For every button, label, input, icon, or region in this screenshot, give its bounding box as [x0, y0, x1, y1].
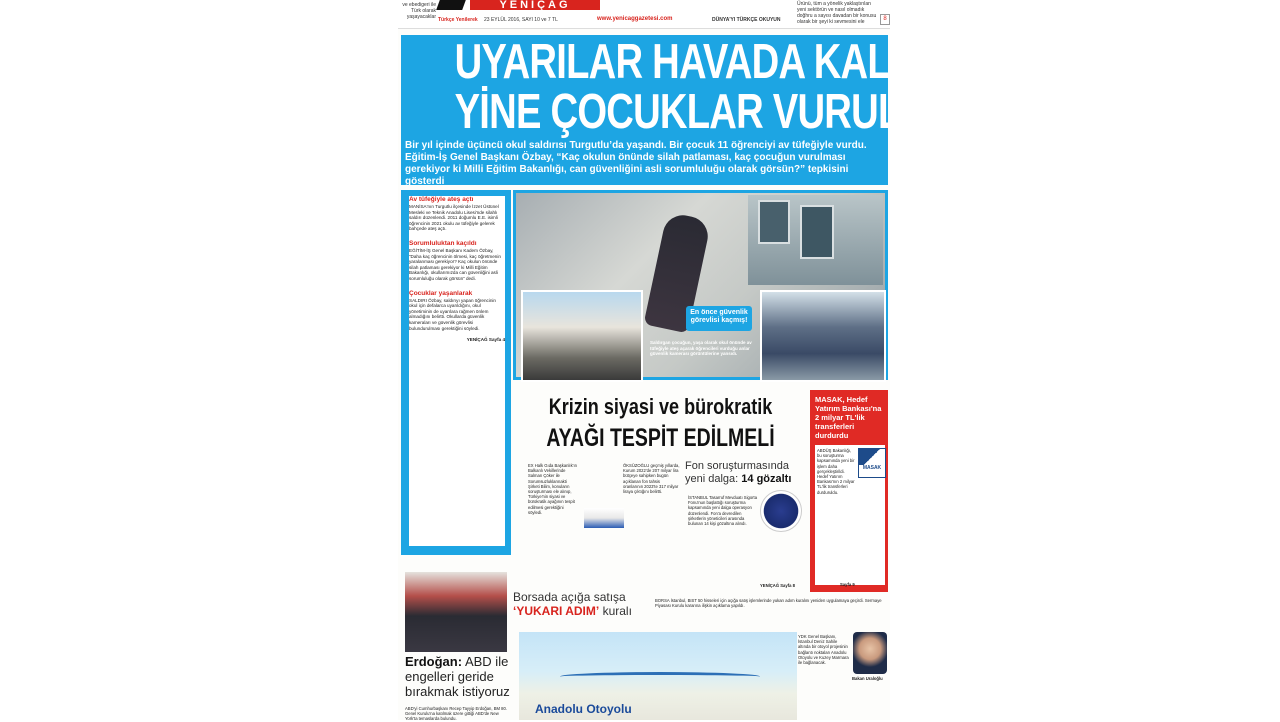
turkish-flag-image	[584, 508, 624, 528]
photo-inset-crowd	[521, 290, 643, 382]
main-lede: Bir yıl içinde üçüncü okul saldırısı Turgutlu’da yaşandı. Bir çocuk 11 öğrenciyi av tüfeğiyle vurdu. Eğitim-İş Genel Başkanı Özbay, “Kaç okulun önünde silah patlaması, kaç çocuğun vurulması gerekiyor ki Milli Eğitim Bakanlığı, can güvenliğini asli sorumluluğu olarak görsün?” tepkisini gösterdi	[405, 140, 867, 187]
borsa-red: ‘YUKARI ADIM’	[513, 604, 600, 618]
portrait-caption: Bakan Uraloğlu	[852, 676, 883, 681]
masak-logo-text: MASAK	[862, 465, 882, 471]
masak-logo	[858, 448, 886, 478]
main-headline-line1: UYARILAR HAVADA KALDI	[454, 35, 927, 89]
masak-body: ABDÜŞ Bakanlığı, bu soruşturma kapsamında yeni bir işlem daha gerçekleştirildi. Hedef Yatırım Bankası'nın 2 milyar TL'lik transferleri durduruldu.	[817, 448, 855, 495]
erdogan-headline	[405, 654, 510, 699]
masthead-date: 23 EYLÜL 2016, SAYI 10 ve 7 TL	[484, 17, 558, 23]
masthead-slogan: Türkçe Yenilerek	[438, 17, 478, 23]
second-headline-line1: Krizin siyasi ve bürokratik	[548, 394, 773, 419]
newspaper-logo: YENİÇAĞ	[470, 0, 600, 10]
left-body-1: MANİSA'nın Turgutlu ilçesinde İzzet Üstünel Mesleki ve Teknik Anadolu Lisesi'nde silahlı saldırı düzenlendi. 2011 doğumlu E.E. isimli öğrencinin 2021 okulu av tüfeğiyle gelerek bahçede ateş açtı.	[409, 204, 499, 232]
borsa-body: BORSA İstanbul, BIST 50 hisseleri için açığa satış işlemlerinde yukarı adım kuralını yeniden uygulamaya geçirdi. Sermaye Piyasası Kurulu kararına ilişkin açıklama yapıldı.	[655, 598, 882, 609]
masak-continue: Sayfa 9	[840, 582, 855, 587]
left-column	[409, 196, 505, 546]
second-story-col1: EX Halk Gıda Başkanlık'ın Balkanlı Vekillerinde Salman Çöker ile Sorumsuzluklarınakti Şirketi Bilim, konuların soruşturması ele alınıp, Türkiye'nin siyasi ve bürokratik ayağının tespit edilmesi gerektiğini söyledi.	[528, 463, 577, 515]
second-story-col2: ÖKSÜZOĞLU geçmiş yıllarda, Kurum 2022'de 207 milyar lira bütçeye sahipken bugün açıklanan fon tahsis oranlarının 2023'te 317 milyar liraya çıktığını belirtti.	[623, 463, 680, 495]
minister-portrait	[853, 632, 887, 674]
left-subhead-2: Sorumluluktan kaçıldı	[409, 239, 477, 247]
photo-bubble: En önce güvenlik görevlisi kaçmış!	[686, 306, 752, 331]
photo-inset-students	[760, 290, 886, 382]
fon-body: İSTANBUL Tasarruf Mevduatı Sigorta Fonu'nun başlattığı soruşturma kapsamında yeni dalga operasyon düzenlendi. Fon'a devredilen şirketlerin yöneticileri arasında bulunan 14 kişi gözaltına alındı.	[688, 495, 758, 527]
masthead-url: www.yenicaggazetesi.com	[597, 16, 673, 22]
left-continue: YENİÇAĞ Sayfa 4	[466, 337, 505, 343]
left-body-2: EĞİTİM-İŞ Genel Başkanı Kadem Özbay, “Daha kaç öğrencinin ölmesi, kaç öğretmenin yaralanması gerekiyor? Kaç okulun önünde silah patlaması gerekiyor ki Milli Eğitim Bakanlığı, okullarımızda can güvenliğini asli sorumluluğu olarak görsün” dedi.	[409, 247, 501, 281]
left-subhead-3: Çocuklar yaşanlarak	[409, 289, 473, 297]
left-subhead-1: Av tüfeğiyle ateş açtı	[409, 196, 474, 203]
map-side-body: YDK Genel Başkanı, İstanbul Deniz Sahile altında bir otoyol projesinin bağlantı noktaları Anadolu Otoyolu ve Kuzey Marmara ile bağlanacak.	[798, 634, 849, 666]
erdogan-body: ABD'yi Cumhurbaşkanı Recep Tayyip Erdoğan, BM 80. Genel Kurulu'na katılmak üzere gittiği ABD'de New York'ta temaslarda bulundu.	[405, 706, 507, 722]
fon-headline-bold: 14 gözaltı	[741, 473, 792, 485]
erdogan-headline-bold: Erdoğan:	[405, 654, 463, 669]
main-headline-line2: YİNE ÇOCUKLAR VURULDU	[454, 85, 955, 139]
map-road	[560, 672, 760, 681]
fon-headline	[685, 460, 805, 486]
masthead-tagline: DÜNYA'YI TÜRKÇE OKUYUN	[712, 17, 781, 23]
masthead-left-teaser: ve ebedigeri ile Türk olarak yaşayacaklar	[402, 2, 436, 20]
photo-window	[758, 200, 790, 244]
masak-headline: MASAK, Hedef Yatırım Bankası'na 2 milyar TL'lik transferleri durdurdu	[815, 395, 882, 440]
tmsf-logo	[760, 490, 802, 532]
left-body-3: SALDIRI Özbay, saldırıyı yapan öğrencinin okul için defalarca uyarıldığını, okul yönetiminin de uyarılara rağmen önlem almadığını belirtti. Okullarda güvenlik kameraları ve güvenlik görevlisi bulundurulması gerektiğini söyledi.	[409, 297, 496, 331]
photo-window	[800, 205, 834, 259]
masthead-right-teaser: Ürünü, tüm a yönelik yaklaştırılan yeni sektörün ve nasıl olmadık doğhru a sayısı davadan bir konusu olarak bir şeyi ki sevmesini ele	[797, 1, 877, 25]
borsa-line1: Borsada açığa satışa	[513, 590, 626, 604]
masthead-right-number: 8	[880, 14, 890, 25]
fon-headline-lead: Fon soruşturmasında yeni dalga:	[685, 460, 789, 485]
erdogan-headline-rest: ABD ile engelleri geride bırakmak istiyoruz	[405, 654, 510, 699]
photo-caption: Saldırgan çocuğun, yaşa olarak okul önünde av tüfeğiyle ateş açarak öğrencileri vurduğu anlar güvenlik kamerası görüntülerine yansıdı.	[650, 340, 752, 356]
fon-continue: YENİÇAĞ Sayfa 8	[760, 583, 795, 588]
second-headline-line2: AYAĞI TESPİT EDİLMELİ	[546, 424, 775, 452]
borsa-headline	[513, 590, 653, 618]
erdogan-photo	[405, 572, 507, 652]
masthead-graphic	[436, 0, 466, 10]
map-label: Anadolu Otoyolu	[535, 702, 632, 716]
borsa-rest: kuralı	[602, 604, 632, 618]
